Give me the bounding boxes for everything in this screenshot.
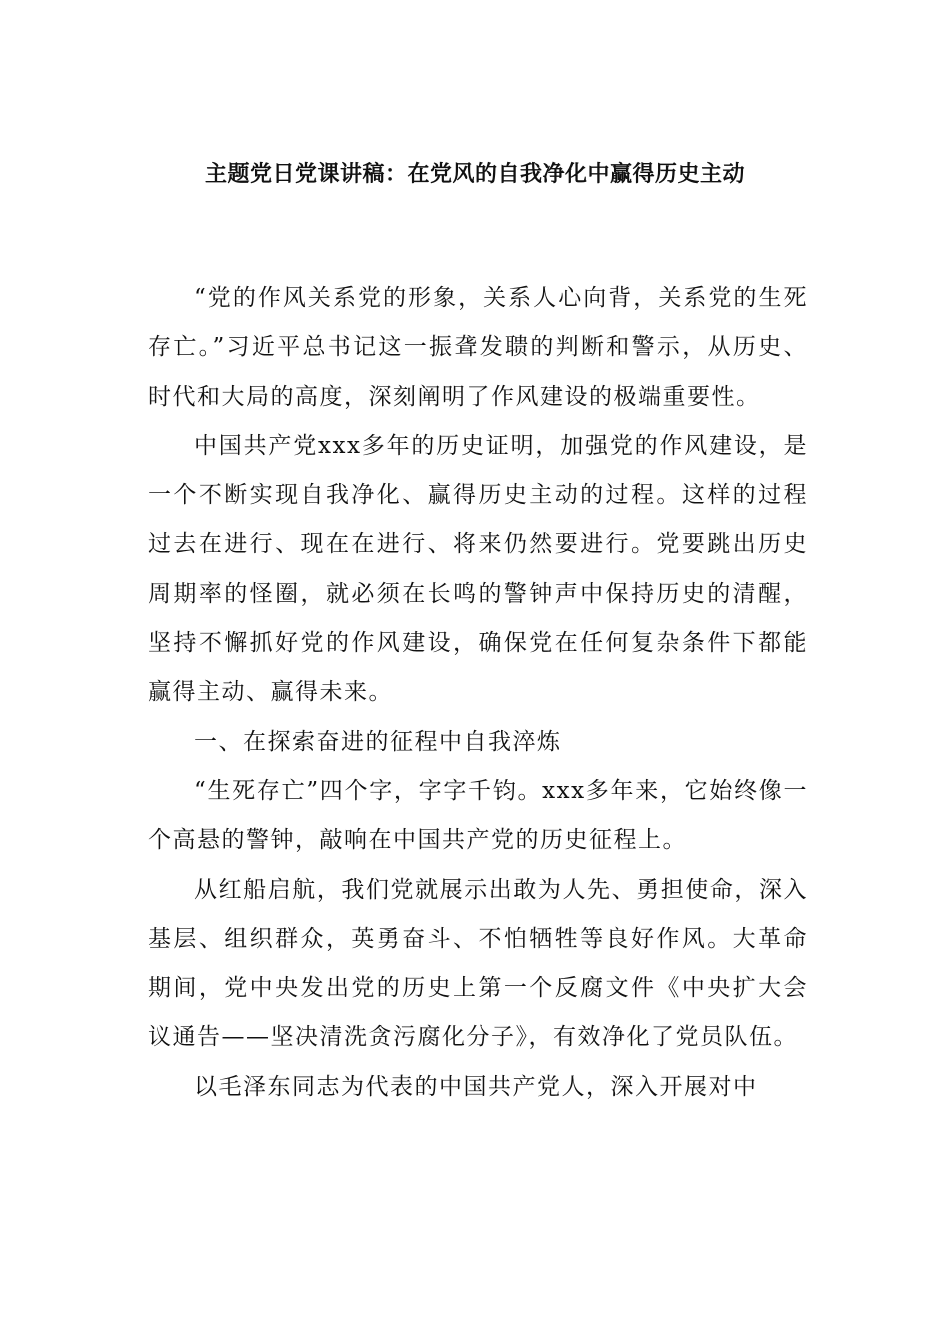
paragraph-alarm-bell: “生死存亡”四个字，字字千钧。xxx多年来，它始终像一个高悬的警钟，敲响在中国共产党的历史征程上。 bbox=[148, 777, 808, 854]
paragraph-intro-quote: “党的作风关系党的形象，关系人心向背，关系党的生死存亡。”习近平总书记这一振聋发聩的判断和警示，从历史、时代和大局的高度，深刻阐明了作风建设的极端重要性。 bbox=[148, 285, 808, 410]
document-body bbox=[148, 274, 808, 1112]
section-heading-one: 一、在探索奋进的征程中自我淬炼 bbox=[194, 728, 562, 755]
paragraph-history-proof: 中国共产党xxx多年的历史证明，加强党的作风建设，是一个不断实现自我净化、赢得历史主动的过程。这样的过程过去在进行、现在在进行、将来仍然要进行。党要跳出历史周期率的怪圈，就必须在长鸣的警钟声中保持历史的清醒，坚持不懈抓好党的作风建设，确保党在任何复杂条件下都能赢得主动、赢得未来。 bbox=[148, 432, 808, 706]
paragraph-red-boat: 从红船启航，我们党就展示出敢为人先、勇担使命，深入基层、组织群众，英勇奋斗、不怕牺牲等良好作风。大革命期间，党中央发出党的历史上第一个反腐文件《中央扩大会议通告——坚决清洗贪污腐化分子》，有效净化了党员队伍。 bbox=[148, 876, 808, 1051]
paragraph-mao-era: 以毛泽东同志为代表的中国共产党人，深入开展对中 bbox=[194, 1073, 758, 1100]
document-title: 主题党日党课讲稿：在党风的自我净化中赢得历史主动 bbox=[204, 162, 745, 187]
